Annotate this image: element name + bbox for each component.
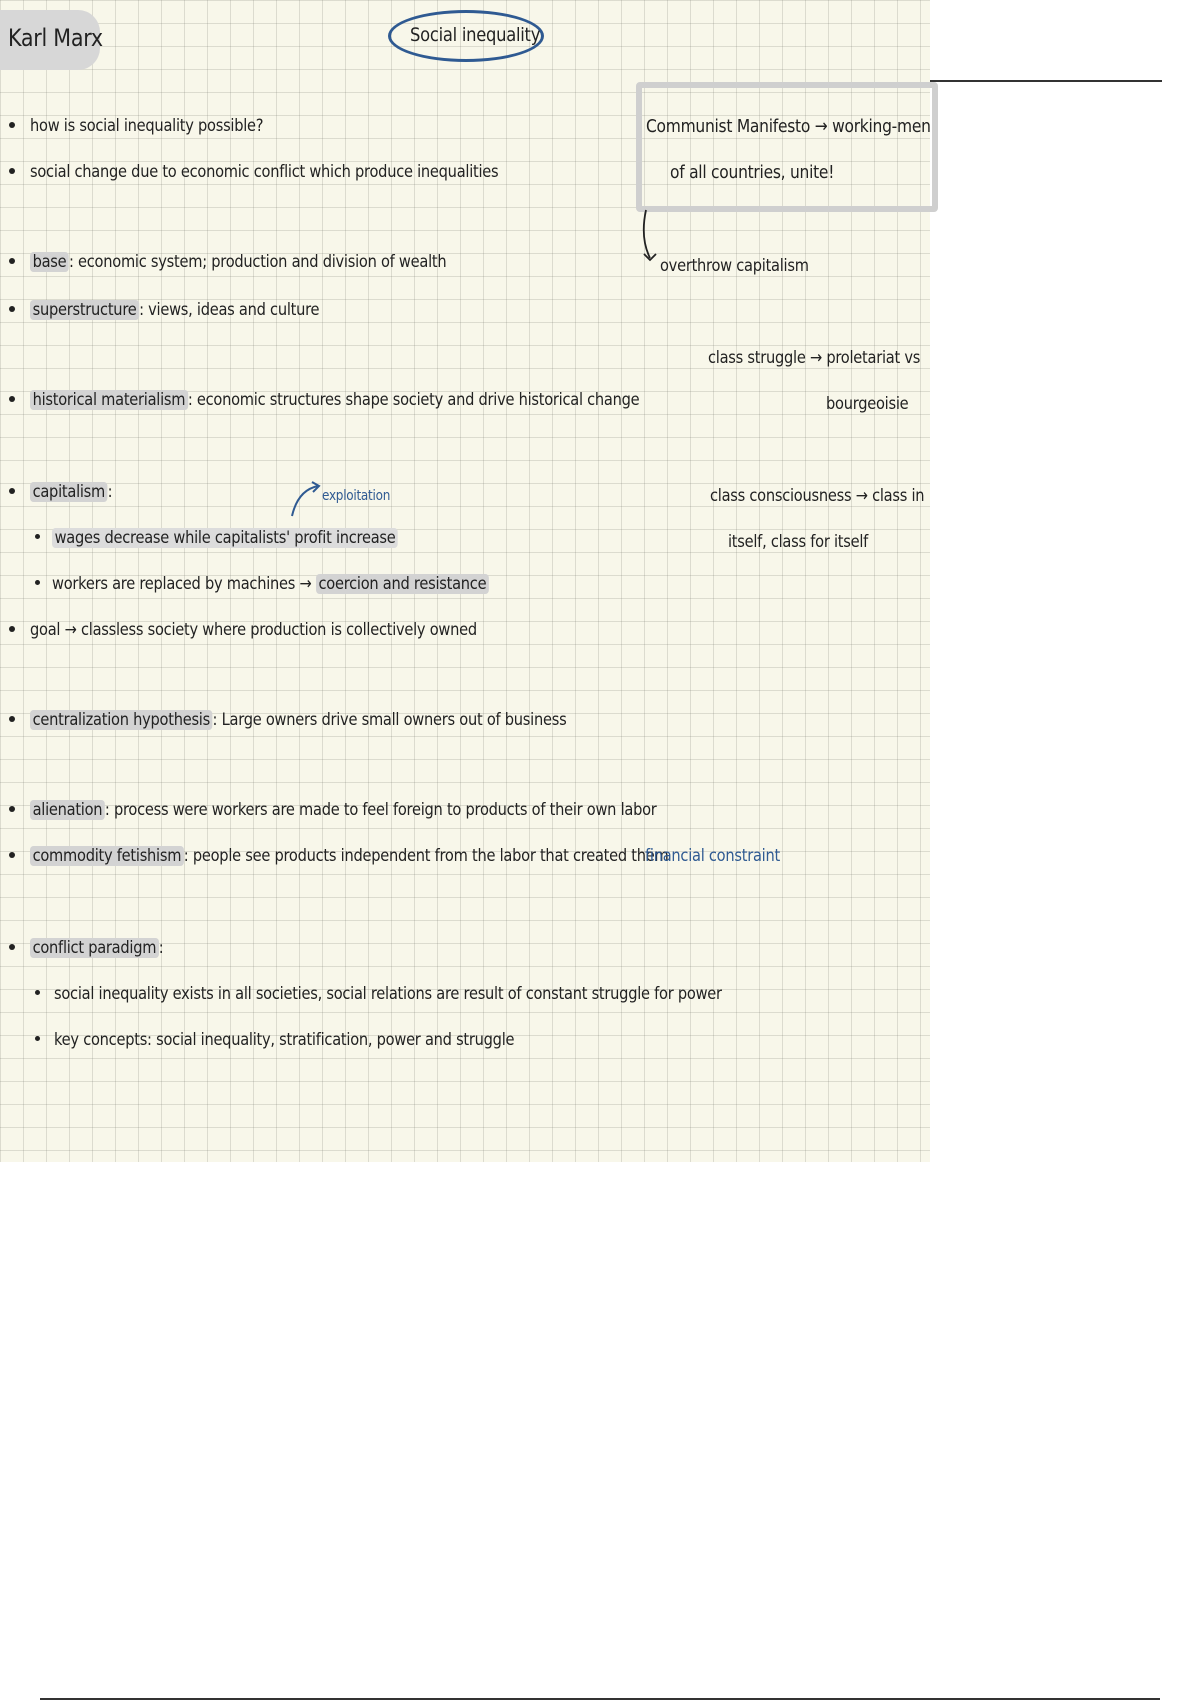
bullet-text: : people see products independent from the labor that created them — [183, 846, 669, 866]
manifesto-line-2: of all countries, unite! — [670, 162, 835, 183]
term-highlight: alienation — [30, 800, 105, 820]
term-highlight: centralization hypothesis — [30, 710, 213, 730]
sub-bullet-line — [52, 574, 489, 594]
sub-bullet-dot — [35, 534, 40, 539]
term-highlight: coercion and resistance — [316, 574, 489, 594]
bullet-text: goal → classless society where production is collectively owned — [30, 620, 477, 640]
bullet-text: : views, ideas and culture — [139, 300, 320, 320]
bullet-line — [30, 846, 668, 866]
sub-bullet-dot — [35, 580, 40, 585]
term-highlight: historical materialism — [30, 390, 188, 410]
page-title: Karl Marx — [8, 24, 103, 52]
class-consciousness-line-2: itself, class for itself — [728, 532, 869, 552]
term-highlight: commodity fetishism — [30, 846, 184, 866]
bullet-text: : economic system; production and division of wealth — [68, 252, 447, 272]
sub-bullet-text: wages decrease while capitalists' profit increase — [52, 528, 398, 548]
bullet-dot — [9, 944, 15, 950]
bullet-text: social change due to economic conflict which produce inequalities — [30, 162, 499, 182]
bullet-line — [30, 390, 639, 410]
sub-bullet-dot — [35, 990, 40, 995]
term-highlight: capitalism — [30, 482, 108, 502]
rule-line-top — [930, 80, 1162, 82]
bullet-dot — [9, 852, 15, 858]
topic-title: Social inequality — [410, 24, 541, 46]
bullet-line — [30, 938, 163, 958]
bullet-text: : — [107, 482, 113, 502]
bullet-line — [30, 300, 319, 320]
sub-bullet-text: workers are replaced by machines → — [52, 574, 312, 594]
bullet-line — [30, 710, 566, 730]
bullet-dot — [9, 806, 15, 812]
overthrow-text: overthrow capitalism — [660, 256, 809, 276]
bullet-line — [30, 800, 657, 820]
sub-bullet-text: key concepts: social inequality, stratification, power and struggle — [54, 1030, 515, 1050]
bullet-dot — [9, 626, 15, 632]
term-highlight: conflict paradigm — [30, 938, 159, 958]
financial-constraint-note: financial constraint — [645, 846, 780, 866]
bullet-text: how is social inequality possible? — [30, 116, 264, 136]
exploitation-note: exploitation — [322, 488, 391, 504]
sub-bullet-text: social inequality exists in all societies, social relations are result of constant struggle for power — [54, 984, 722, 1004]
bullet-text: : economic structures shape society and drive historical change — [187, 390, 640, 410]
bullet-line — [30, 252, 446, 272]
bullet-line — [30, 482, 112, 502]
term-highlight: base — [30, 252, 69, 272]
bullet-dot — [9, 168, 15, 174]
bullet-text: : Large owners drive small owners out of business — [212, 710, 567, 730]
bullet-dot — [9, 122, 15, 128]
class-consciousness-line-1: class consciousness → class in — [710, 486, 925, 506]
bullet-text: : process were workers are made to feel foreign to products of their own labor — [104, 800, 657, 820]
bullet-dot — [9, 306, 15, 312]
bullet-text: : — [158, 938, 164, 958]
bullet-dot — [9, 396, 15, 402]
bullet-dot — [9, 488, 15, 494]
manifesto-box — [636, 82, 938, 212]
bullet-dot — [9, 258, 15, 264]
term-highlight: superstructure — [30, 300, 139, 320]
sub-bullet-dot — [35, 1036, 40, 1041]
class-struggle-line-2: bourgeoisie — [826, 394, 909, 414]
bullet-dot — [9, 716, 15, 722]
manifesto-line-1: Communist Manifesto → working-men — [646, 116, 931, 137]
class-struggle-line-1: class struggle → proletariat vs — [708, 348, 921, 368]
